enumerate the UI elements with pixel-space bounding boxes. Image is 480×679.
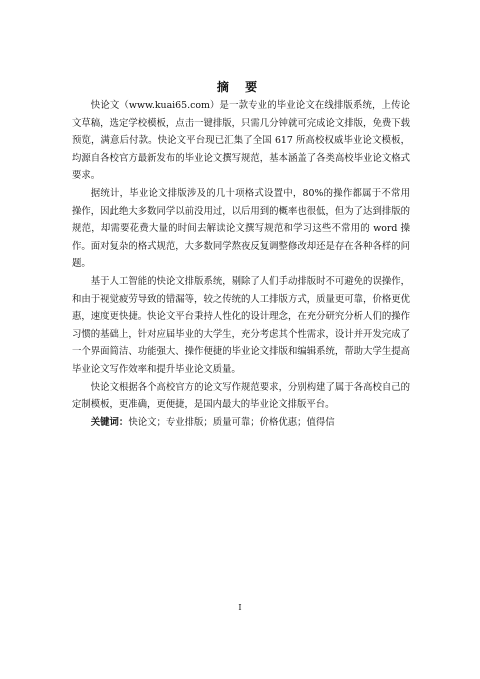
abstract-paragraph-3: 基于人工智能的快论文排版系统，剔除了人们手动排版时不可避免的误操作，和由于视觉疲劳导致的错漏等，较之传统的人工排版方式，质量更可靠，价格更优惠，速度更快捷。快论文平台秉持人性化的设计理念，在充分研究分析人们的操作习惯的基础上，针对应届毕业的大学生，充分考虑其个性需求，设计并开发完成了一个界面简洁、功能强大、操作便捷的毕业论文排版和编辑系统，帮助大学生提高毕业论文写作效率和提升毕业论文质量。 bbox=[72, 275, 410, 375]
abstract-paragraph-4: 快论文根据各个高校官方的论文写作规范要求，分别构建了属于各高校自己的定制模板，更准确，更便捷，是国内最大的毕业论文排版平台。 bbox=[72, 381, 410, 411]
abstract-paragraph-1: 快论文（www.kuai65.com）是一款专业的毕业论文在线排版系统，上传论文草稿，选定学校模板，点击一键排版，只需几分钟就可完成论文排版，免费下载预览，满意后付款。快论文平台现已汇集了全国 617 所高校权威毕业论文模板，均源自各校官方最新发布的毕业论文撰写规范，基本涵盖了各类高校毕业论文格式要求。 bbox=[72, 100, 410, 182]
abstract-paragraph-2: 据统计，毕业论文排版涉及的几十项格式设置中，80%的操作都属于不常用操作，因此绝大多数同学以前没用过，以后用到的概率也很低，但为了达到排版的规范，却需要花费大量的时间去解读论文撰写规范和学习这些不常用的 word 操作。面对复杂的格式规范，大多数同学熬夜反复调整修改却还是存在各种各样的问题。 bbox=[72, 187, 410, 270]
page-number: I bbox=[238, 603, 242, 612]
keywords-label: 关键词： bbox=[90, 416, 129, 428]
abstract-title: 摘 要 bbox=[216, 80, 264, 94]
keywords-line bbox=[72, 414, 410, 432]
abstract-body bbox=[72, 97, 410, 431]
keywords-text: 快论文；专业排版；质量可靠；价格优惠；值得信 bbox=[128, 416, 335, 428]
